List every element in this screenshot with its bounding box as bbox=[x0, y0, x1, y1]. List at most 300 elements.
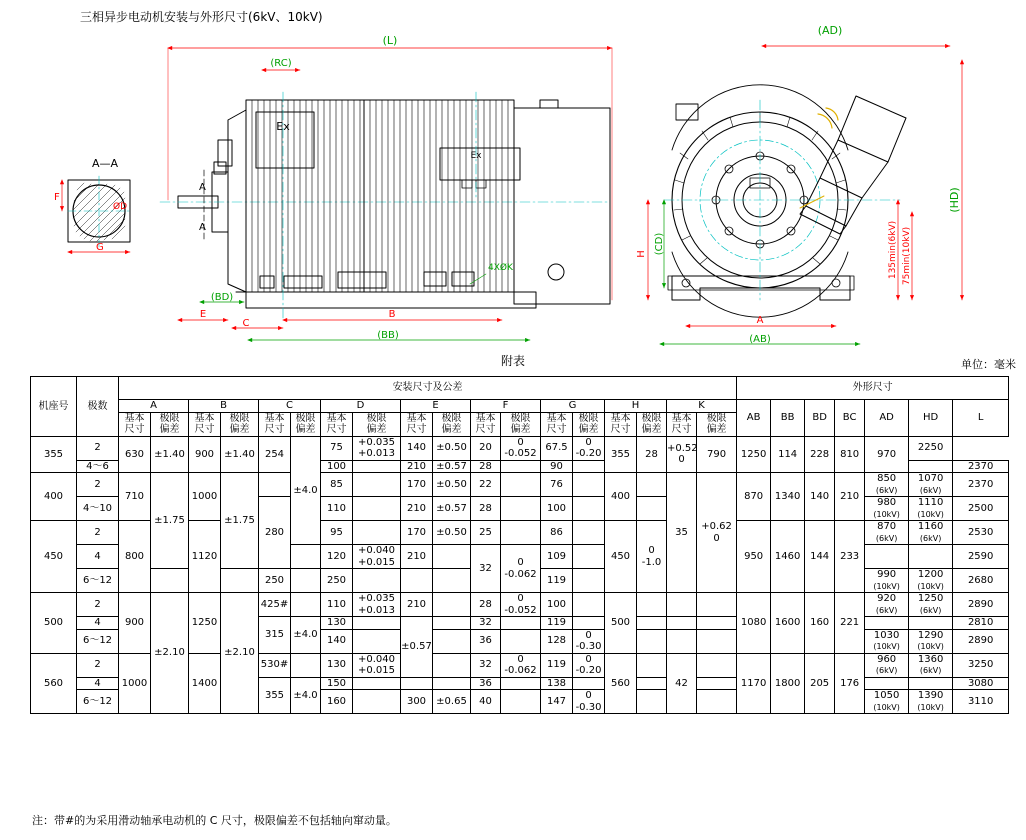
appendix-label: 附表 bbox=[500, 354, 525, 368]
cell-A: 900 bbox=[119, 593, 151, 654]
cell-poles: 6～12 bbox=[77, 629, 119, 653]
th-basic-G: 基本 尺寸 bbox=[541, 412, 573, 436]
cell-frame: 355 bbox=[31, 436, 77, 473]
cell-F-tol: 0 -0.062 bbox=[501, 653, 541, 677]
dim-L-label: (L) bbox=[382, 34, 398, 47]
cell-K: 35 bbox=[667, 473, 697, 593]
cell-AD: 960 (6kV) bbox=[865, 653, 909, 677]
th-tol-E: 极限 偏差 bbox=[433, 412, 471, 436]
cell-F: 20 bbox=[471, 436, 501, 460]
cell-A: 800 bbox=[119, 521, 151, 593]
cell-D: 130 bbox=[321, 617, 353, 630]
cell-poles: 4 bbox=[77, 677, 119, 690]
th-tol-F: 极限 偏差 bbox=[501, 412, 541, 436]
cell-G: 128 bbox=[541, 629, 573, 653]
cell-F: 28 bbox=[471, 593, 501, 617]
cell-G: 90 bbox=[541, 460, 573, 473]
cell-B: 1000 bbox=[189, 473, 221, 521]
cell-D: 120 bbox=[321, 545, 353, 569]
cell-H-tol bbox=[909, 460, 953, 473]
cell-L: 2370 bbox=[953, 473, 1009, 497]
cell-BD: 205 bbox=[805, 653, 835, 714]
th-basic-K: 基本 尺寸 bbox=[667, 412, 697, 436]
th-poles: 极数 bbox=[77, 377, 119, 437]
cell-E: 210 bbox=[401, 545, 433, 569]
cell-D-tol: +0.035 +0.013 bbox=[353, 436, 401, 460]
cell-G: 67.5 bbox=[541, 436, 573, 460]
dim-AB-label: (AB) bbox=[749, 334, 771, 345]
cell-D-tol bbox=[353, 521, 401, 545]
cell-F-tol bbox=[501, 617, 541, 630]
th-tol-G: 极限 偏差 bbox=[573, 412, 605, 436]
cell-D-tol bbox=[353, 569, 401, 593]
cell-G-tol bbox=[573, 569, 605, 593]
cell-L: 2530 bbox=[953, 521, 1009, 545]
cell-AD: 810 bbox=[835, 436, 865, 473]
cell-E: ±0.57 bbox=[401, 617, 433, 678]
cell-D-tol bbox=[353, 690, 401, 714]
cell-E-tol bbox=[433, 677, 471, 690]
cell-B-tol bbox=[221, 569, 259, 593]
cell-F: 28 bbox=[471, 460, 501, 473]
side-view-dimensions bbox=[168, 34, 612, 341]
unit-label: 单位：毫米 bbox=[961, 358, 1016, 371]
cell-G: 100 bbox=[541, 497, 573, 521]
th-D: D bbox=[321, 400, 401, 413]
cell-E-tol: ±0.57 bbox=[433, 497, 471, 521]
cell-L: 2890 bbox=[953, 629, 1009, 653]
cell-C-tol bbox=[291, 545, 321, 569]
cell-frame: 400 bbox=[31, 473, 77, 521]
dim-135min-label: 135min(6kV) bbox=[888, 220, 898, 280]
cell-D: 150 bbox=[321, 677, 353, 690]
cell-AD: 850 (6kV) bbox=[865, 473, 909, 497]
cell-H: 500 bbox=[605, 593, 637, 654]
cell-HD: 1160 (6kV) bbox=[909, 521, 953, 545]
cell-AD: 920 (6kV) bbox=[865, 593, 909, 617]
cell-HD bbox=[909, 545, 953, 569]
cell-B: 1250 bbox=[189, 593, 221, 654]
cell-B: 1120 bbox=[189, 521, 221, 593]
th-B: B bbox=[189, 400, 259, 413]
cell-BD: 160 bbox=[805, 593, 835, 654]
cell-E: 210 bbox=[401, 460, 433, 473]
cell-poles: 2 bbox=[77, 593, 119, 617]
cell-D-tol: +0.040 +0.015 bbox=[353, 545, 401, 569]
cell-C-tol bbox=[291, 569, 321, 593]
cell-AB: 1170 bbox=[737, 653, 771, 714]
cell-BB: 1340 bbox=[771, 473, 805, 521]
cell-A: 630 bbox=[119, 436, 151, 473]
cell-D: 110 bbox=[321, 497, 353, 521]
dim-phiD-label: ØD bbox=[113, 202, 128, 212]
table-note: 注：带#的为采用滑动轴承电动机的 C 尺寸，极限偏差不包括轴向窜动量。 bbox=[32, 814, 397, 827]
cell-G-tol: 0 -0.20 bbox=[573, 436, 605, 460]
cell-E-tol: ±0.50 bbox=[433, 473, 471, 497]
cell-G: 119 bbox=[541, 653, 573, 677]
cell-G-tol bbox=[573, 521, 605, 545]
th-basic-B: 基本 尺寸 bbox=[189, 412, 221, 436]
dim-HD-label: (HD) bbox=[948, 187, 961, 213]
th-basic-F: 基本 尺寸 bbox=[471, 412, 501, 436]
th-basic-H: 基本 尺寸 bbox=[605, 412, 637, 436]
cell-K-tol: +0.52 0 bbox=[667, 436, 697, 473]
cell-D-tol bbox=[353, 629, 401, 653]
cell-BC: 233 bbox=[835, 521, 865, 593]
cell-F: 25 bbox=[471, 521, 501, 545]
cell-F: 36 bbox=[471, 677, 501, 690]
th-K: K bbox=[667, 400, 737, 413]
cell-F-tol: 0 -0.052 bbox=[501, 593, 541, 617]
dim-A-label: A bbox=[756, 315, 764, 326]
th-group-mount: 安装尺寸及公差 bbox=[119, 377, 737, 400]
section-a-a bbox=[54, 157, 130, 253]
cell-G-tol bbox=[573, 593, 605, 617]
cell-A: 1000 bbox=[119, 653, 151, 714]
cell-BB: 1800 bbox=[771, 653, 805, 714]
cell-G: 119 bbox=[541, 617, 573, 630]
cell-poles: 4 bbox=[77, 545, 119, 569]
cell-K-tol: +0.62 0 bbox=[697, 473, 737, 593]
cell-D-tol bbox=[353, 497, 401, 521]
th-BB: BB bbox=[771, 400, 805, 437]
dim-BD-label: (BD) bbox=[210, 292, 234, 303]
cell-F-tol bbox=[501, 677, 541, 690]
cell-G-tol bbox=[573, 497, 605, 521]
th-A: A bbox=[119, 400, 189, 413]
table-row bbox=[31, 473, 1009, 497]
cell-E-tol: ±0.50 bbox=[433, 521, 471, 545]
table-row bbox=[31, 593, 1009, 617]
ex-label-2: Ex bbox=[470, 151, 482, 161]
ex-label-1: Ex bbox=[276, 120, 290, 133]
cell-G: 138 bbox=[541, 677, 573, 690]
dim-B-label: B bbox=[388, 309, 396, 320]
cell-HD: 1110 (10kV) bbox=[909, 497, 953, 521]
section-label-aa: A—A bbox=[92, 157, 119, 170]
cell-poles: 4～6 bbox=[77, 460, 119, 473]
cell-L: 2680 bbox=[953, 569, 1009, 593]
cell-G-tol bbox=[573, 460, 605, 473]
cell-E: 170 bbox=[401, 521, 433, 545]
cell-L: 2500 bbox=[953, 497, 1009, 521]
cell-BC: 210 bbox=[835, 473, 865, 521]
table-body bbox=[31, 436, 1009, 714]
cell-HD: 1200 (10kV) bbox=[909, 569, 953, 593]
th-F: F bbox=[471, 400, 541, 413]
cell-D-tol bbox=[353, 617, 401, 630]
th-tol-K: 极限 偏差 bbox=[697, 412, 737, 436]
cell-poles: 4 bbox=[77, 617, 119, 630]
cell-AB: 790 bbox=[697, 436, 737, 473]
cell-HD: 1070 (6kV) bbox=[909, 473, 953, 497]
th-tol-D: 极限 偏差 bbox=[353, 412, 401, 436]
cell-BB: 1250 bbox=[737, 436, 771, 473]
cell-F: 28 bbox=[471, 497, 501, 521]
cell-frame: 500 bbox=[31, 593, 77, 654]
cell-A: 710 bbox=[119, 473, 151, 521]
cell-AD: 1050 (10kV) bbox=[865, 690, 909, 714]
cell-B: 900 bbox=[189, 436, 221, 473]
cell-D: 95 bbox=[321, 521, 353, 545]
cell-F: 22 bbox=[471, 473, 501, 497]
cell-H-tol bbox=[637, 473, 667, 497]
cell-A-tol: ±2.10 bbox=[151, 593, 189, 714]
cell-G-tol bbox=[573, 677, 605, 690]
cell-C-tol: ±4.0 bbox=[291, 436, 321, 545]
cell-G-tol: 0 -0.30 bbox=[573, 690, 605, 714]
cell-poles: 2 bbox=[77, 436, 119, 460]
cell-H-tol bbox=[637, 617, 667, 630]
cell-G: 86 bbox=[541, 521, 573, 545]
cell-poles: 6～12 bbox=[77, 569, 119, 593]
cell-E bbox=[401, 569, 433, 593]
cell-poles: 2 bbox=[77, 653, 119, 677]
motor-dimension-drawing bbox=[0, 0, 1026, 372]
cell-F-tol bbox=[501, 473, 541, 497]
cell-C-tol bbox=[291, 653, 321, 677]
cell-AD: 870 (6kV) bbox=[865, 521, 909, 545]
cell-E: 140 bbox=[401, 436, 433, 460]
dim-C-label: C bbox=[242, 318, 250, 329]
cell-B-tol: ±2.10 bbox=[221, 593, 259, 714]
cell-G-tol: 0 -0.30 bbox=[573, 629, 605, 653]
cell-BC: 176 bbox=[835, 653, 865, 714]
cell-F-tol bbox=[501, 497, 541, 521]
cell-poles: 2 bbox=[77, 521, 119, 545]
th-tol-B: 极限 偏差 bbox=[221, 412, 259, 436]
dim-H-label: H bbox=[636, 250, 647, 258]
cell-H-tol bbox=[637, 629, 667, 653]
dim-E-label: E bbox=[199, 309, 207, 320]
cell-poles: 4～10 bbox=[77, 497, 119, 521]
th-group-outline: 外形尺寸 bbox=[737, 377, 1009, 400]
cell-H-tol bbox=[637, 690, 667, 714]
dim-BB-label: (BB) bbox=[377, 330, 399, 341]
cell-BC: 221 bbox=[835, 593, 865, 654]
cell-frame: 450 bbox=[31, 521, 77, 593]
cell-H-tol bbox=[637, 593, 667, 617]
cell-AD bbox=[865, 617, 909, 630]
cell-H-tol bbox=[637, 677, 667, 690]
cell-D: 110 bbox=[321, 593, 353, 617]
cell-L: 2370 bbox=[953, 460, 1009, 473]
cell-D: 160 bbox=[321, 690, 353, 714]
cell-D: 100 bbox=[321, 460, 353, 473]
cell-AD: 980 (10kV) bbox=[865, 497, 909, 521]
cell-AD: 990 (10kV) bbox=[865, 569, 909, 593]
dim-CD-label: (CD) bbox=[654, 232, 665, 256]
cell-H: 400 bbox=[605, 473, 637, 521]
cell-F: 32 bbox=[471, 545, 501, 593]
cell-L: 3250 bbox=[953, 653, 1009, 677]
cell-C: 250 bbox=[259, 569, 291, 593]
cell-C-tol bbox=[291, 593, 321, 617]
dim-F-label: F bbox=[54, 192, 60, 203]
th-tol-A: 极限 偏差 bbox=[151, 412, 189, 436]
cell-BB: 1460 bbox=[771, 521, 805, 593]
cell-K-tol bbox=[697, 617, 737, 630]
cell-H-tol: 0 -1.0 bbox=[637, 521, 667, 593]
cell-E bbox=[401, 677, 433, 690]
cell-HD: 970 bbox=[865, 436, 909, 473]
cell-E: 210 bbox=[401, 497, 433, 521]
cell-G: 109 bbox=[541, 545, 573, 569]
th-basic-A: 基本 尺寸 bbox=[119, 412, 151, 436]
cell-G: 119 bbox=[541, 569, 573, 593]
cell-AB: 950 bbox=[737, 521, 771, 593]
th-H: H bbox=[605, 400, 667, 413]
th-tol-C: 极限 偏差 bbox=[291, 412, 321, 436]
motor-side-view bbox=[160, 92, 610, 320]
cell-D: 130 bbox=[321, 653, 353, 677]
th-basic-D: 基本 尺寸 bbox=[321, 412, 353, 436]
cell-L: 2590 bbox=[953, 545, 1009, 569]
cell-D-tol: +0.035 +0.013 bbox=[353, 593, 401, 617]
cell-L: 3080 bbox=[953, 677, 1009, 690]
dim-G-label: G bbox=[96, 242, 104, 253]
th-tol-H: 极限 偏差 bbox=[637, 412, 667, 436]
cell-H: 450 bbox=[605, 521, 637, 593]
th-C: C bbox=[259, 400, 321, 413]
cell-HD: 1290 (10kV) bbox=[909, 629, 953, 653]
cell-HD: 1360 (6kV) bbox=[909, 653, 953, 677]
dim-RC-label: (RC) bbox=[270, 58, 292, 69]
cell-L: 2890 bbox=[953, 593, 1009, 617]
cell-BD: 114 bbox=[771, 436, 805, 473]
th-basic-C: 基本 尺寸 bbox=[259, 412, 291, 436]
cell-K bbox=[667, 617, 697, 630]
cell-E-tol bbox=[433, 629, 471, 653]
cell-B-tol: ±1.40 bbox=[221, 436, 259, 473]
cell-AD bbox=[865, 545, 909, 569]
cell-K-tol bbox=[697, 653, 737, 677]
end-view-dimensions bbox=[636, 24, 962, 345]
cell-H-tol bbox=[637, 497, 667, 521]
cell-AB: 870 bbox=[737, 473, 771, 521]
cell-F: 40 bbox=[471, 690, 501, 714]
cell-E: 300 bbox=[401, 690, 433, 714]
cell-G: 76 bbox=[541, 473, 573, 497]
cell-C: 425# bbox=[259, 593, 291, 617]
dim-4xK-label: 4XØK bbox=[488, 263, 513, 273]
cell-BB: 1600 bbox=[771, 593, 805, 654]
cell-K: 28 bbox=[637, 436, 667, 473]
cell-F: 32 bbox=[471, 617, 501, 630]
cell-G-tol bbox=[573, 545, 605, 569]
cell-BD: 140 bbox=[805, 473, 835, 521]
cell-C: 355 bbox=[259, 677, 291, 714]
cell-F: 32 bbox=[471, 653, 501, 677]
th-G: G bbox=[541, 400, 605, 413]
cell-K: 42 bbox=[667, 653, 697, 714]
th-HD: HD bbox=[909, 400, 953, 437]
section-mark-a-top: A bbox=[199, 182, 206, 193]
th-L: L bbox=[953, 400, 1009, 437]
cell-E-tol bbox=[433, 569, 471, 593]
cell-C-tol: ±4.0 bbox=[291, 677, 321, 714]
cell-AB: 1080 bbox=[737, 593, 771, 654]
cell-F: 36 bbox=[471, 629, 501, 653]
cell-E-tol bbox=[433, 545, 471, 569]
th-AD: AD bbox=[865, 400, 909, 437]
cell-F-tol bbox=[501, 629, 541, 653]
cell-D: 140 bbox=[321, 629, 353, 653]
th-BC: BC bbox=[835, 400, 865, 437]
cell-BD: 144 bbox=[805, 521, 835, 593]
th-basic-E: 基本 尺寸 bbox=[401, 412, 433, 436]
cell-HD: 1390 (10kV) bbox=[909, 690, 953, 714]
cell-C bbox=[259, 473, 291, 497]
cell-HD: 1250 (6kV) bbox=[909, 593, 953, 617]
cell-D-tol bbox=[353, 473, 401, 497]
cell-A-tol: ±1.40 bbox=[151, 436, 189, 473]
cell-B: 1400 bbox=[189, 653, 221, 714]
motor-end-view bbox=[664, 85, 906, 317]
cell-C: 315 bbox=[259, 617, 291, 654]
cell-D-tol: +0.040 +0.015 bbox=[353, 653, 401, 677]
cell-poles: 6～12 bbox=[77, 690, 119, 714]
cell-F-tol: 0 -0.052 bbox=[501, 436, 541, 460]
cell-D: 75 bbox=[321, 436, 353, 460]
cell-frame: 560 bbox=[31, 653, 77, 714]
cell-H: 355 bbox=[605, 436, 637, 473]
table-row bbox=[31, 436, 1009, 460]
cell-D-tol bbox=[353, 677, 401, 690]
dim-AD-label: (AD) bbox=[817, 24, 843, 37]
cell-A-tol: ±1.75 bbox=[151, 473, 189, 569]
cell-E-tol: ±0.57 bbox=[433, 460, 471, 473]
cell-L: 2810 bbox=[953, 617, 1009, 630]
th-E: E bbox=[401, 400, 471, 413]
cell-L: 2250 bbox=[909, 436, 953, 460]
cell-E-tol bbox=[433, 617, 471, 630]
cell-K-tol bbox=[697, 593, 737, 617]
cell-F-tol bbox=[501, 521, 541, 545]
cell-D-tol bbox=[353, 460, 401, 473]
cell-K bbox=[667, 593, 697, 617]
cell-G: 100 bbox=[541, 593, 573, 617]
cell-A-tol bbox=[151, 569, 189, 593]
cell-D: 85 bbox=[321, 473, 353, 497]
th-AB: AB bbox=[737, 400, 771, 437]
dim-75min-label: 75min(10kV) bbox=[902, 226, 912, 286]
cell-G-tol bbox=[573, 617, 605, 630]
section-mark-a-bottom: A bbox=[199, 222, 206, 233]
cell-E-tol: ±0.50 bbox=[433, 436, 471, 460]
cell-D: 250 bbox=[321, 569, 353, 593]
cell-C-tol: ±4.0 bbox=[291, 617, 321, 654]
th-frame: 机座号 bbox=[31, 377, 77, 437]
cell-K-tol bbox=[697, 629, 737, 653]
cell-K bbox=[667, 629, 697, 653]
cell-HD bbox=[909, 617, 953, 630]
th-BD: BD bbox=[805, 400, 835, 437]
cell-F-tol bbox=[501, 460, 541, 473]
cell-H: 560 bbox=[605, 653, 637, 714]
cell-E: 210 bbox=[401, 593, 433, 617]
cell-AD: 1030 (10kV) bbox=[865, 629, 909, 653]
cell-E: 170 bbox=[401, 473, 433, 497]
cell-G-tol bbox=[573, 473, 605, 497]
cell-H-tol bbox=[637, 653, 667, 677]
cell-poles: 2 bbox=[77, 473, 119, 497]
page-title: 三相异步电动机安装与外形尺寸(6kV、10kV) bbox=[80, 10, 323, 24]
cell-G: 147 bbox=[541, 690, 573, 714]
cell-E-tol: ±0.65 bbox=[433, 690, 471, 714]
cell-G-tol: 0 -0.20 bbox=[573, 653, 605, 677]
cell-K-tol bbox=[697, 677, 737, 690]
